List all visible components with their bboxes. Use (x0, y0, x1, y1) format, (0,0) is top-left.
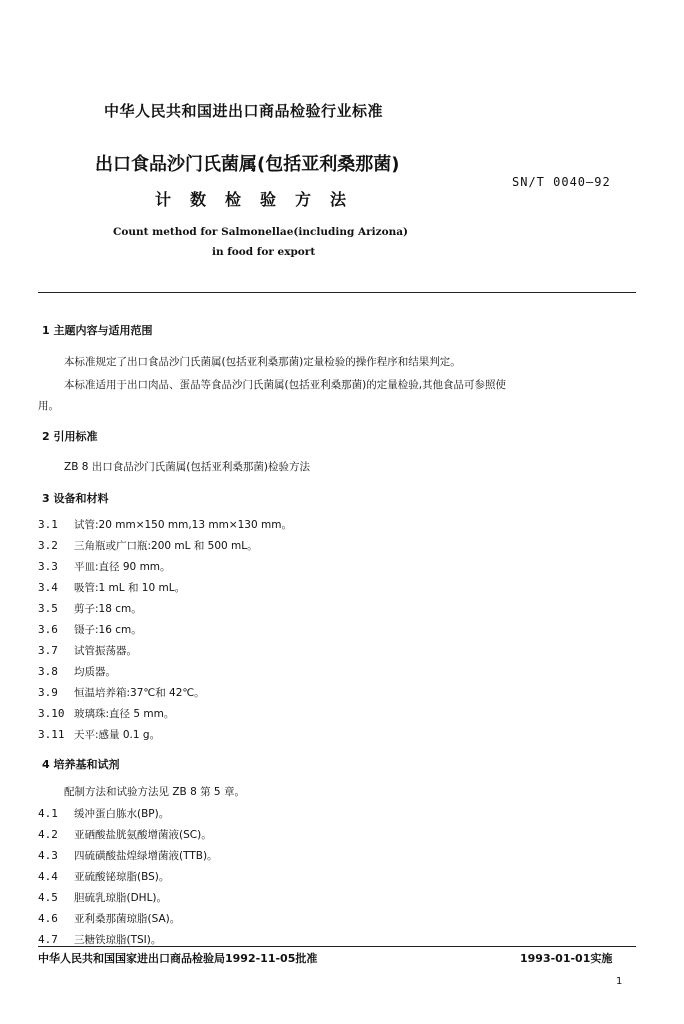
section-1-heading: 1 主题内容与适用范围 (42, 324, 153, 337)
item-text: 镊子:16 cm。 (74, 624, 142, 636)
item-text: 缓冲蛋白胨水(BP)。 (74, 808, 170, 820)
item-text: 试管:20 mm×150 mm,13 mm×130 mm。 (74, 519, 292, 531)
list-item (38, 706, 174, 721)
list-item (38, 622, 142, 637)
item-text: 吸管:1 mL 和 10 mL。 (74, 582, 186, 594)
item-text: 试管振荡器。 (74, 645, 137, 657)
item-number: 3.10 (38, 707, 65, 720)
org-title: 中华人民共和国进出口商品检验行业标准 (104, 102, 384, 120)
item-text: 天平:感量 0.1 g。 (74, 729, 161, 741)
list-item (38, 643, 137, 658)
item-number: 4.7 (38, 933, 58, 946)
list-item (38, 580, 185, 595)
item-text: 玻璃珠:直径 5 mm。 (74, 708, 175, 720)
item-number: 4.1 (38, 807, 58, 820)
item-text: 胆硫乳琼脂(DHL)。 (74, 892, 168, 904)
list-item (38, 517, 292, 532)
list-item (38, 911, 180, 926)
section-3-heading: 3 设备和材料 (42, 492, 109, 505)
item-number: 3.4 (38, 581, 58, 594)
item-text: 亚利桑那菌琼脂(SA)。 (74, 913, 181, 925)
item-number: 4.2 (38, 828, 58, 841)
section-1-para1: 本标准规定了出口食品沙门氏菌属(包括亚利桑那菌)定量检验的操作程序和结果判定。 (64, 356, 461, 368)
footer-divider (38, 946, 636, 947)
item-text: 均质器。 (74, 666, 116, 678)
item-number: 3.1 (38, 518, 58, 531)
english-title-line2: in food for export (212, 246, 316, 258)
item-text: 三糖铁琼脂(TSI)。 (74, 934, 162, 946)
item-number: 3.5 (38, 602, 58, 615)
section-2-heading: 2 引用标准 (42, 430, 98, 443)
list-item (38, 890, 167, 905)
approval-statement: 中华人民共和国国家进出口商品检验局1992-11-05批准 (38, 952, 318, 965)
list-item (38, 601, 142, 616)
standard-code: SN/T 0040—92 (512, 175, 611, 189)
item-number: 3.2 (38, 539, 58, 552)
item-number: 3.9 (38, 686, 58, 699)
section-2-reference: ZB 8 出口食品沙门氏菌属(包括亚利桑那菌)检验方法 (64, 461, 310, 473)
item-text: 亚硫酸铋琼脂(BS)。 (74, 871, 170, 883)
effective-date: 1993-01-01实施 (520, 952, 613, 965)
item-number: 4.3 (38, 849, 58, 862)
english-title-line1: Count method for Salmonellae(including Arizona) (113, 226, 408, 238)
section-1-para2-line1: 本标准适用于出口肉品、蛋品等食品沙门氏菌属(包括亚利桑那菌)的定量检验,其他食品可参照使 (64, 379, 507, 391)
item-number: 3.7 (38, 644, 58, 657)
header-divider (38, 292, 636, 293)
list-item (38, 538, 258, 553)
item-number: 3.8 (38, 665, 58, 678)
item-number: 3.3 (38, 560, 58, 573)
item-text: 恒温培养箱:37℃和 42℃。 (74, 687, 205, 699)
item-number: 4.5 (38, 891, 58, 904)
item-text: 亚硒酸盐胱氨酸增菌液(SC)。 (74, 829, 212, 841)
list-item (38, 827, 212, 842)
document-subtitle: 计数检验方法 (155, 190, 366, 209)
list-item (38, 727, 160, 742)
item-number: 3.6 (38, 623, 58, 636)
list-item (38, 806, 169, 821)
item-text: 平皿:直径 90 mm。 (74, 561, 171, 573)
item-text: 剪子:18 cm。 (74, 603, 142, 615)
list-item (38, 932, 161, 947)
section-4-heading: 4 培养基和试剂 (42, 758, 120, 771)
section-1-para2-line2: 用。 (38, 400, 59, 412)
item-number: 3.11 (38, 728, 65, 741)
item-text: 四硫磺酸盐煌绿增菌液(TTB)。 (74, 850, 218, 862)
item-number: 4.4 (38, 870, 58, 883)
list-item (38, 869, 169, 884)
list-item (38, 559, 171, 574)
document-title: 出口食品沙门氏菌属(包括亚利桑那菌) (95, 154, 400, 175)
list-item (38, 685, 205, 700)
list-item (38, 664, 116, 679)
section-4-intro: 配制方法和试验方法见 ZB 8 第 5 章。 (64, 786, 245, 798)
page-number: 1 (616, 976, 623, 987)
item-number: 4.6 (38, 912, 58, 925)
list-item (38, 848, 218, 863)
item-text: 三角瓶或广口瓶:200 mL 和 500 mL。 (74, 540, 258, 552)
